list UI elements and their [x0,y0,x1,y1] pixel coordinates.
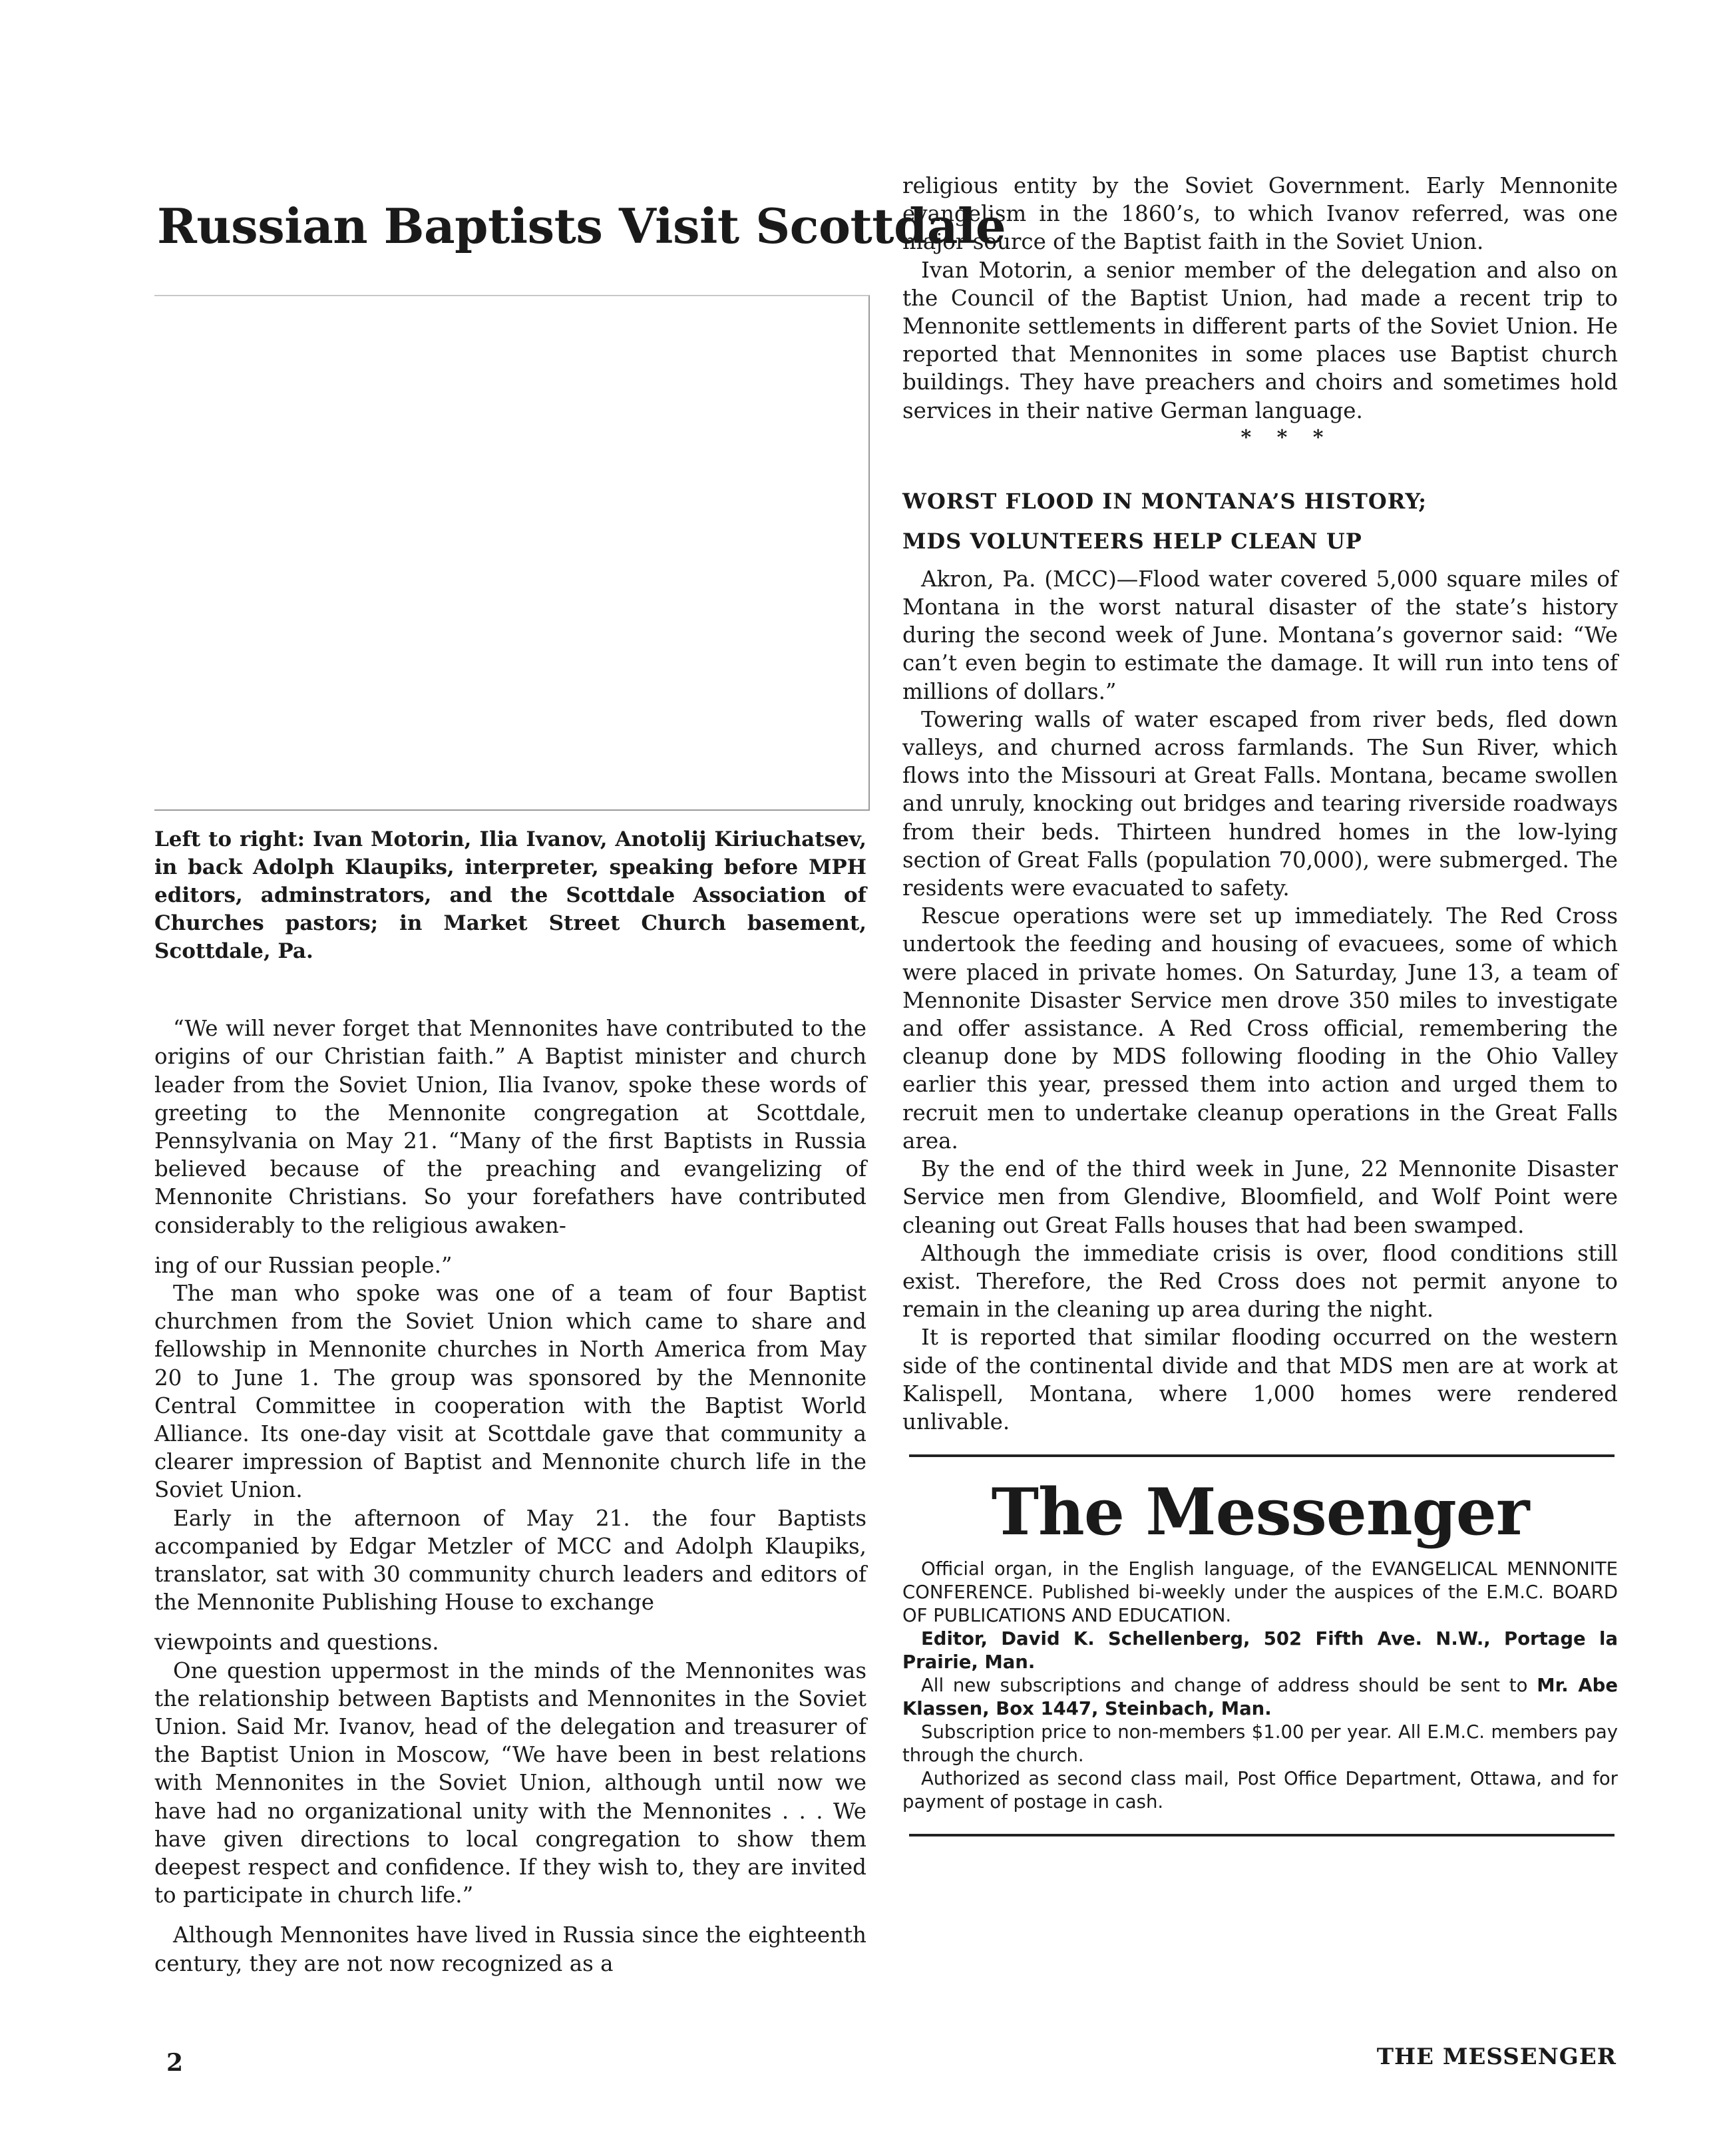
article-paragraph: One question uppermost in the minds of the Mennonites was the relationship between Baptists and Mennonites in the Soviet Union. Said Mr. Ivanov, head of the delegation and treasurer of the Baptist Union in Moscow, “We have been in best relations with Mennonites in the Soviet Union, although until now we have had no organizational unity with the Mennonites . . . We have given directions to local congregation to show them deepest respect and confidence. If they wish to, they are invited to participate in church life.” [154,1657,866,1908]
masthead-top-rule [909,1454,1615,1457]
article-title: Russian Baptists Visit Scottdale [157,198,1006,254]
masthead-subscriptions-text: All new subscriptions and change of address should be sent to [921,1675,1537,1697]
masthead [902,1474,1618,1814]
photo-caption: Left to right: Ivan Motorin, Ilia Ivanov, Anotolij Kiriuchatsev, in back Adolph Klaupiks, interpreter, speaking before MPH editors, adminstrators, and the Scottdale Association of Churches pastors; in Market Street Church basement, Scottdale, Pa. [154,827,866,964]
masthead-publisher: Published bi-weekly under the auspices of the E.M.C. BOARD OF PUBLICATIONS AND EDUCATION. [902,1582,1618,1627]
masthead-editor: Editor, David K. Schellenberg, 502 Fifth Ave. N.W., Portage la Prairie, Man. [902,1628,1618,1673]
flood-paragraph: By the end of the third week in June, 22 Mennonite Disaster Service men from Glendive, Bloomfield, and Wolf Point were cleaning out Great Falls houses that had been swamped. [902,1156,1618,1238]
article-paragraph: Ivan Motorin, a senior member of the delegation and also on the Council of the Baptist Union, had made a recent trip to Mennonite settlements in different parts of the Soviet Union. He reported that Mennonites in some places use Baptist church buildings. They have preachers and choirs and sometimes hold services in their native German language. [902,257,1618,423]
flood-body [902,565,1618,1436]
masthead-conference: EVANGELICAL MENNONITE CONFERENCE. [902,1558,1618,1604]
masthead-organ [902,1558,1618,1627]
flood-headline-line-1: WORST FLOOD IN MONTANA’S HISTORY; [902,488,1428,514]
article-paragraph: “We will never forget that Mennonites have contributed to the origins of our Christian faith.” A Baptist minister and church leader from the Soviet Union, Ilia Ivanov, spoke these words of greeting to the Mennonite congregation at Scottdale, Pennsylvania on May 21. “Many of the first Baptists in Russia believed because of the preaching and evangelizing of Mennonite Christians. So your forefathers have contributed considerably to the religious awaken- [154,1016,866,1238]
article-paragraph: Although Mennonites have lived in Russia since the eighteenth century, they are not now recognized as a [154,1922,866,1976]
masthead-subscriptions [902,1674,1618,1721]
flood-paragraph: Although the immediate crisis is over, flood conditions still exist. Therefore, the Red Cross does not permit anyone to remain in the cleaning up area during the night. [902,1240,1618,1323]
section-separator: * * * [1240,425,1333,449]
left-column [154,180,1006,1978]
article-paragraph: viewpoints and questions. [154,1629,439,1655]
article-paragraph: The man who spoke was one of a team of four Baptist churchmen from the Soviet Union which came to share and fellowship in Mennonite churches in North America from May 20 to June 1. The group was sponsored by the Mennonite Central Committee in cooperation with the Baptist World Alliance. Its one-day visit at Scottdale gave that community a clearer impression of Baptist and Mennonite church life in the Soviet Union. [154,1281,866,1503]
masthead-organ-text: Official organ, in the English language, of the [921,1558,1372,1580]
page-number: 2 [166,2049,184,2077]
article-paragraph: Early in the afternoon of May 21. the four Baptists accompanied by Edgar Metzler of MCC and Adolph Klaupiks, translator, sat with 30 community church leaders and editors of the Mennonite Publishing House to exchange [154,1505,866,1616]
article-continuation [902,172,1618,425]
flood-paragraph: It is reported that similar flooding occurred on the western side of the continental divide and that MDS men are at work at Kalispell, Montana, where 1,000 homes were rendered unlivable. [902,1325,1618,1434]
article-paragraph: ing of our Russian people.” [154,1252,453,1278]
masthead-bottom-rule [909,1834,1615,1836]
article-paragraph: religious entity by the Soviet Government. Early Mennonite evangelism in the 1860’s, to which Ivanov referred, was one major source of the Baptist faith in the Soviet Union. [902,173,1618,255]
flood-headline-line-2: MDS VOLUNTEERS HELP CLEAN UP [902,528,1362,554]
footer-publication: THE MESSENGER [1376,2044,1617,2070]
masthead-mail: Authorized as second class mail, Post Office Department, Ottawa, and for payment of postage in cash. [902,1768,1618,1813]
flood-paragraph: Towering walls of water escaped from river beds, fled down valleys, and churned across farmlands. The Sun River, which flows into the Missouri at Great Falls. Montana, became swollen and unruly, knocking out bridges and tearing riverside roadways from their beds. Thirteen hundred homes in the low-lying section of Great Falls (population 70,000), were submerged. The residents were evacuated to safety. [902,706,1618,901]
masthead-price: Subscription price to non-members $1.00 per year. All E.M.C. members pay through the church. [902,1721,1618,1767]
flood-paragraph: Akron, Pa. (MCC)—Flood water covered 5,000 square miles of Montana in the worst natural disaster of the state’s history during the second week of June. Montana’s governor said: “We can’t even begin to estimate the damage. It will run into tens of millions of dollars.” [902,566,1618,704]
masthead-title: The Messenger [991,1474,1529,1550]
right-column [902,172,1618,1836]
flood-paragraph: Rescue operations were set up immediately. The Red Cross undertook the feeding and housing of evacuees, some of which were placed in private homes. On Saturday, June 13, a team of Mennonite Disaster Service men drove 350 miles to investigate and offer assistance. A Red Cross official, remembering the cleanup done by MDS following flooding in the Ohio Valley earlier this year, pressed them into action and urged them to recruit men to undertake cleanup operations in the Great Falls area. [902,903,1618,1154]
article-body [154,1014,866,1978]
article-photo [154,295,870,811]
flood-headline [902,481,1618,561]
masthead-subscriptions-address: Mr. Abe Klassen, Box 1447, Steinbach, Man. [902,1675,1618,1720]
